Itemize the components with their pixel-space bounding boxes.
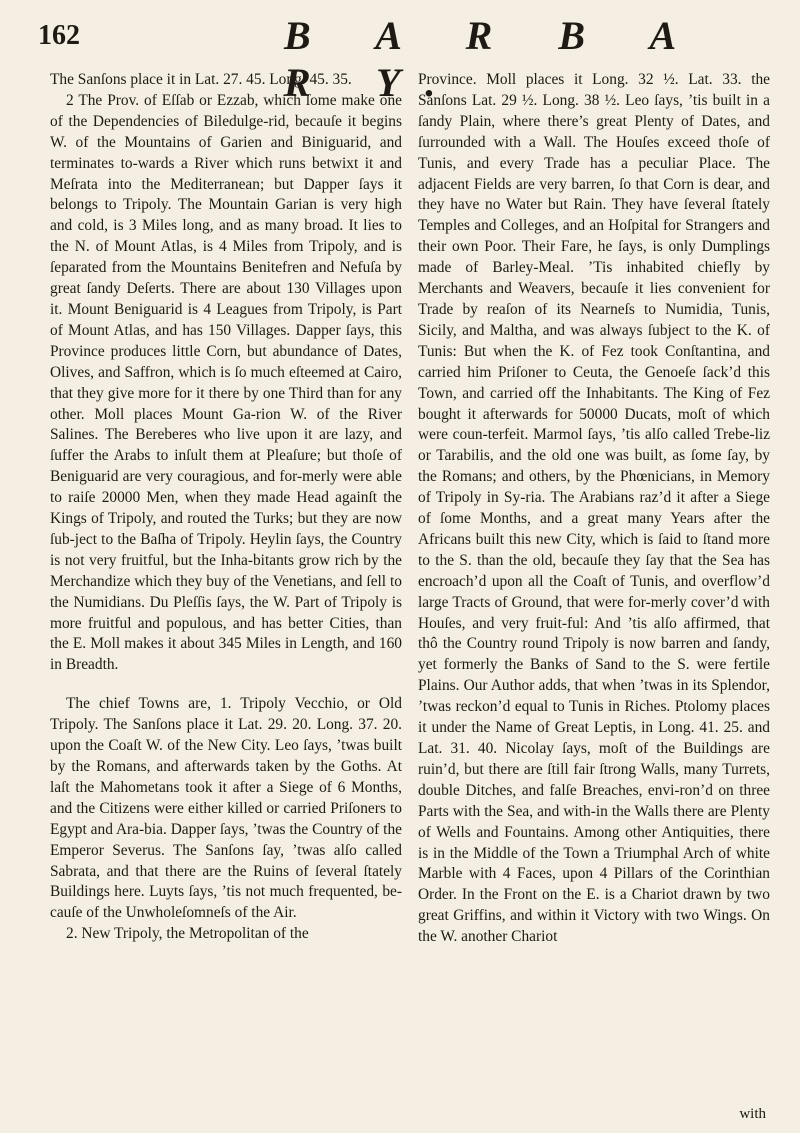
- paragraph: Province. Moll places it Long. 32 ½. Lat. 33. the Sanſons Lat. 29 ½. Long. 38 ½. Leo ſays, ’tis built in a ſandy Plain, where there’s great Plenty of Dates, and ſurrounded with a Wall. The Houſes exceed thoſe of Tunis, and every Trade has a peculiar Place. The adjacent Fields are very barren, ſo that Corn is dear, and they have no Water but Rain. They have ſeveral ſtately Temples and Colleges, and an Hoſpital for Strangers and their own Poor. Their Fare, he ſays, is only Dumplings made of Barley-Meal. ’Tis inhabited chiefly by Merchants and Weavers, becauſe it lies convenient for Trade by reaſon of its Nearneſs to Numidia, Tunis, Sicily, and Maltha, and was always ſubject to the K. of Tunis: But when the K. of Fez took Conſtantina, and carried him Priſoner to Ceuta, the Genoeſe ſack’d this Town, and carried off the Inhabitants. The King of Fez bought it afterwards for 50000 Ducats, moſt of which were coun-terfeit. Marmol ſays, ’tis alſo called Trebe-liz or Tarabilis, and the old one was built, as ſome ſay, by the Romans; and others, by the Phœnicians, in Memory of Tripoly in Sy-ria. The Arabians raz’d it after a Siege of ſome Months, and a great many Years after the Africans built this new City, which is ſaid to ſtand more to the S. than the old, becauſe they ſay that the Sea has encroach’d upon all the Coaſt of Tunis, and overflow’d large Tracts of Ground, that were for-merly cover’d with Houſes, and very fruit-ful: And ’tis alſo affirmed, that thô the Country round Tripoly is now barren and ſandy, yet formerly the Banks of Sand to the S. were fertile Plains. Our Author adds, that when ’twas in its Splendor, ’twas reckon’d equal to Tunis in Riches. Ptolomy places it under the Name of Great Leptis, in Long. 41. 25. and Lat. 31. 40. Nicolay ſays, moſt of the Buildings are ruin’d, but there are ſtill fair ſtrong Walls, many Turrets, double Ditches, and falſe Breaches, envi-ron’d on three Parts with the Sea, and with-in the Walls there are Plenty of Wells and Fountains. Among other Antiquities, there is in the Middle of the Town a Triumphal Arch of white Marble with 4 Faces, upon 4 Pillars of the Corinthian Order. In the Front on the E. is a Chariot drawn by two great Griffins, and within it Victory with two Wings. On the W. another Chariot: [418, 71, 770, 946]
- paragraph: The chief Towns are, 1. Tripoly Vecchio, or Old Tripoly. The Sanſons place it Lat. 29. 20. Long. 37. 20. upon the Coaſt W. of the New City. Leo ſays, ’twas built by the Romans, and afterwards taken by the Goths. At laſt the Mahometans took it after a Siege of 6 Months, and the Citizens were either killed or carried Priſoners to Egypt and Ara-bia. Dapper ſays, ’twas the Country of the Emperor Severus. The Sanſons ſay, ’twas alſo called Sabrata, and that there are the Ruins of ſeveral ſtately Buildings here. Luyts ſays, ’tis not much frequented, be-cauſe of the Unwholeſomneſs of the Air.: [50, 695, 402, 922]
- catchword: with: [739, 1106, 766, 1122]
- paragraph: The Sanſons place it in Lat. 27. 45. Long. 45. 35.: [50, 71, 352, 88]
- paragraph: 2 The Prov. of Eſſab or Ezzab, which ſome make one of the Dependencies of Biledulge-rid, becauſe it begins W. of the Mountains of Garien and Biniguarid, and terminates to-wards a River which runs betwixt it and Meſrata into the Mediterranean; but Dapper ſays it belongs to Tripoly. The Mountain Garian is very high and cold, is 3 Miles long, and as many broad. It lies to the N. of Mount Atlas, is 4 Miles from Tripoly, and is ſeparated from the Mountains Benitefren and Nefuſa by great ſandy Deſerts. There are about 130 Villages upon it. Mount Beniguarid is 4 Leagues from Tripoly, is Part of Mount Atlas, and has 150 Villages. Dapper ſays, this Province produces little Corn, but abundance of Dates, Olives, and Saffron, which is ſo much eſteemed at Cairo, that they give more for it there by one Third than for any other. Moll places Mount Ga-rion W. of the River Salines. The Bereberes who live upon it are lazy, and ſuffer the Arabs to inſult them at Pleaſure; but thoſe of Beniguarid are very couragious, and for-merly were able to raiſe 20000 Men, when they made Head againſt the Kings of Tripoly, and routed the Turks; but they are now ſub-ject to the Baſha of Tripoly. Heylin ſays, the Country is not very fruitful, but the Inha-bitants grow rich by the Merchandize which they buy of the Venetians, and ſell to the Numidians. Du Pleſſis ſays, the W. Part of Tripoly is more fruitful and populous, and has better Cities, than the E. Moll makes it about 345 Miles in Length, and 160 in Breadth.: [50, 91, 402, 674]
- running-head: B A R B A R Y.: [284, 13, 703, 105]
- page-number: 162: [38, 20, 80, 51]
- left-column: [50, 70, 402, 945]
- paragraph: 2. New Tripoly, the Metropolitan of the: [66, 925, 309, 943]
- right-column: [418, 70, 770, 948]
